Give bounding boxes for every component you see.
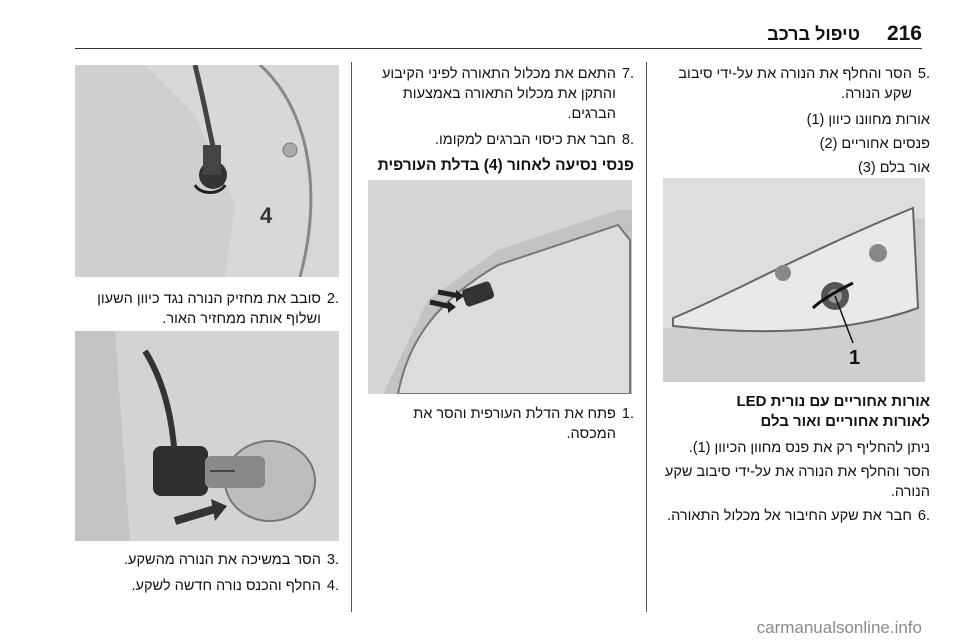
- bulb-holder-illustration: [75, 65, 339, 277]
- led-heading-line2: לאורות אחוריים ואור בלם: [760, 413, 930, 430]
- legend-item-2: פנסים אחוריים (2): [819, 136, 930, 152]
- step-5: .5 הסר והחלף את הנורה את על-ידי סיבוב שקע הנורה.: [678, 66, 930, 102]
- step-4: .4 החלף והכנס נורה חדשה לשקע.: [131, 578, 339, 594]
- column-divider-right: [646, 62, 647, 612]
- step-1: .1 פתח את הדלת העורפית והסר את המכסה.: [413, 406, 634, 442]
- step-2: .2 סובב את מחזיק הנורה נגד כיוון השעון ושלוף אותה ממחזיר האור.: [97, 291, 339, 327]
- page-number: 216: [886, 22, 922, 45]
- figure-callout-1: 1: [849, 347, 861, 369]
- tailgate-illustration: [368, 180, 632, 394]
- led-text-1: ניתן להחליף רק את פנס מחוון הכיוון (1).: [688, 440, 930, 456]
- column-divider-left: [351, 62, 352, 612]
- led-heading-line1: אורות אחוריים עם נורית LED: [736, 393, 930, 410]
- header-rule: [75, 48, 922, 49]
- tail-light-illustration: [663, 178, 925, 382]
- watermark: carmanualsonline.info: [756, 618, 922, 637]
- section-heading-reverse-lights: פנסי נסיעה לאחור (4) בדלת העורפית: [377, 157, 634, 174]
- figure-callout-4: 4: [260, 203, 273, 228]
- legend-item-1: אורות מחוונו כיוון (1): [806, 112, 930, 128]
- page-title: טיפול ברכב: [767, 24, 860, 44]
- column-middle: [366, 64, 634, 182]
- figure-bulb-removal: [75, 331, 339, 541]
- bulb-removal-illustration: [75, 331, 339, 541]
- step-3: .3 הסר במשיכה את הנורה מהשקע.: [123, 552, 339, 568]
- step-6: .6 חבר את שקע החיבור אל מכלול התאורה.: [667, 508, 930, 524]
- figure-tailgate: [368, 180, 632, 394]
- column-right: [660, 64, 930, 182]
- figure-bulb-holder: [75, 65, 339, 277]
- led-text-2: הסר והחלף את הנורה את על-ידי סיבוב שקע הנורה.: [664, 464, 930, 500]
- page-header: [75, 22, 922, 50]
- column-right-lower: [660, 392, 930, 532]
- column-left-mid: [75, 289, 339, 335]
- column-left-bottom: [75, 550, 339, 602]
- figure-tail-light: [663, 178, 925, 382]
- column-middle-lower: [366, 404, 634, 450]
- step-7: .7 התאם את מכלול התאורה לפיני הקיבוע והתקן את מכלול התאורה באמצעות הברגים.: [381, 66, 634, 122]
- legend-item-3: אור בלם (3): [857, 160, 930, 176]
- step-8: .8 חבר את כיסוי הברגים למקומו.: [434, 132, 634, 148]
